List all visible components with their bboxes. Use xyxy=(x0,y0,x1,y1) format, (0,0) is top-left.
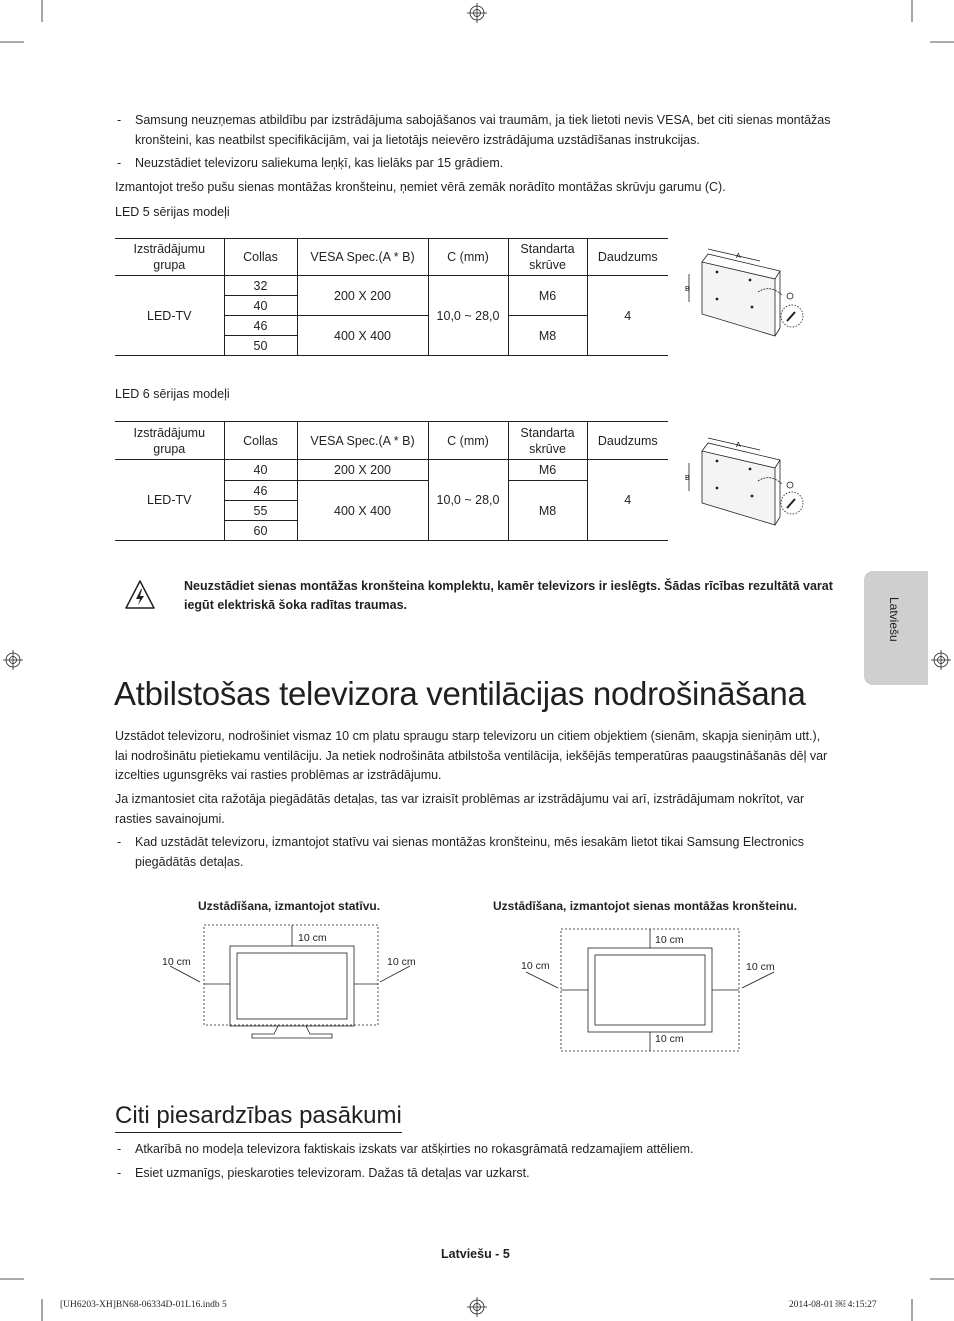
electric-shock-warning-icon xyxy=(123,578,157,612)
ventilation-paragraph-1: Uzstādot televizoru, nodrošiniet vismaz 10 cm platu spraugu starp televizoru un citiem objektiem (sienām, skapja sieniņām utt.), lai nodrošinātu pietiekamu ventilāciju. Ja netiek nodrošināta atbilstoša ventilācija, iekšējās temperatūras paaugstināšanās dēļ var izcelties ugunsgrēks vai rasties problēmas ar izstrādājumu. xyxy=(115,729,828,782)
led6-spec-table xyxy=(115,421,668,541)
gap-right-label: 10 cm xyxy=(746,961,775,973)
gap-right-label: 10 cm xyxy=(387,956,416,968)
language-side-tab-label: Latviešu xyxy=(887,597,901,642)
ventilation-heading: Atbilstošas televizora ventilācijas nodrošināšana xyxy=(114,675,806,712)
cell-c-mm: 10,0 ~ 28,0 xyxy=(428,276,508,356)
gap-left-label: 10 cm xyxy=(162,956,191,968)
header-vesa: VESA Spec.(A * B) xyxy=(297,422,428,460)
header-group: Izstrādājumu grupa xyxy=(115,239,224,276)
cell-inches: 55 xyxy=(224,501,297,521)
wall-ventilation-diagram xyxy=(520,928,785,1054)
intro-text: Izmantojot trešo pušu sienas montāžas kronšteinu, ņemiet vērā zemāk norādīto montāžas skrūvju garumu (C). xyxy=(115,180,726,194)
stand-ventilation-diagram xyxy=(160,924,425,1044)
header-qty: Daudzums xyxy=(587,422,668,460)
intro-bullet-1-text: Samsung neuzņemas atbildību par izstrādājuma sabojāšanos vai traumām, ja tiek lietoti nevis VESA, bet citi sienas montāžas kronšteini, kas neatbilst specifikācijām, vai ja lietotājs neievēro izstrādājuma uzstādīšanas instrukcijas. xyxy=(135,113,831,147)
cell-inches: 32 xyxy=(224,276,297,296)
stand-install-title: Uzstādīšana, izmantojot statīvu. xyxy=(198,899,381,913)
footer-timestamp: 2014-08-01 ￼ 4:15:27 xyxy=(789,1300,877,1310)
header-inches: Collas xyxy=(224,239,297,276)
wall-install-title: Uzstādīšana, izmantojot sienas montāžas kronšteinu. xyxy=(493,899,798,913)
cell-c-mm: 10,0 ~ 28,0 xyxy=(428,460,508,541)
header-c-mm: C (mm) xyxy=(428,422,508,460)
page-number: Latviešu - 5 xyxy=(441,1247,510,1261)
ventilation-bullet-text: Kad uzstādāt televizoru, izmantojot statīvu vai sienas montāžas kronšteinu, mēs iesakām lietot tikai Samsung Electronics piegādātās detaļas. xyxy=(135,835,805,869)
registration-mark-bottom xyxy=(467,1297,487,1317)
cell-inches: 60 xyxy=(224,521,297,541)
cell-vesa: 200 X 200 xyxy=(297,460,428,481)
precautions-bullet-1: - Atkarībā no modeļa televizora faktiskais izskats var atšķirties no rokasgrāmatā redzamajiem attēliem. xyxy=(117,1142,694,1156)
dimension-b-label: B xyxy=(685,286,690,293)
header-qty: Daudzums xyxy=(587,239,668,276)
precautions-bullet-2: - Esiet uzmanīgs, pieskaroties televizoram. Dažas tā detaļas var uzkarst. xyxy=(117,1166,530,1180)
header-vesa: VESA Spec.(A * B) xyxy=(297,239,428,276)
cell-vesa: 400 X 400 xyxy=(297,481,428,541)
dimension-a-label: A xyxy=(736,442,741,449)
cell-screw: M6 xyxy=(508,276,587,316)
cell-screw: M6 xyxy=(508,460,587,481)
cell-group: LED-TV xyxy=(115,276,224,356)
cell-inches: 40 xyxy=(224,296,297,316)
cell-vesa: 400 X 400 xyxy=(297,316,428,356)
cell-qty: 4 xyxy=(587,460,668,541)
cell-inches: 50 xyxy=(224,336,297,356)
cell-inches: 46 xyxy=(224,316,297,336)
cell-screw: M8 xyxy=(508,481,587,541)
gap-top-label: 10 cm xyxy=(655,934,684,946)
wall-mount-diagram-led5 xyxy=(680,244,810,339)
cell-inches: 40 xyxy=(224,460,297,481)
registration-mark-left xyxy=(3,650,23,670)
footer-file-info: [UH6203-XH]BN68-06334D-01L16.indb 5 xyxy=(60,1300,227,1310)
header-screw: Standarta skrūve xyxy=(508,422,587,460)
ventilation-bullet: - Kad uzstādāt televizoru, izmantojot statīvu vai sienas montāžas kronšteinu, mēs iesakām lietot tikai Samsung Electronics piegādātās detaļas. xyxy=(117,835,805,869)
dimension-b-label: B xyxy=(685,475,690,482)
header-group: Izstrādājumu grupa xyxy=(115,422,224,460)
cell-inches: 46 xyxy=(224,481,297,501)
cell-screw: M8 xyxy=(508,316,587,356)
cell-group: LED-TV xyxy=(115,460,224,541)
cell-qty: 4 xyxy=(587,276,668,356)
warning-text: Neuzstādiet sienas montāžas kronšteina komplektu, kamēr televizors ir ieslēgts. Šādas rīcības rezultātā varat iegūt elektriskā šoka radītas traumas. xyxy=(184,579,833,612)
intro-bullet-1: - Samsung neuzņemas atbildību par izstrādājuma sabojāšanos vai traumām, ja tiek lietoti nevis VESA, bet citi sienas montāžas kronšteini, kas neatbilst specifikācijām, vai ja lietotājs neievēro izstrādājuma uzstādīšanas instrukcijas. xyxy=(117,113,831,147)
header-c-mm: C (mm) xyxy=(428,239,508,276)
precautions-bullet-1-text: Atkarībā no modeļa televizora faktiskais izskats var atšķirties no rokasgrāmatā redzamajiem attēliem. xyxy=(135,1142,694,1156)
cell-vesa: 200 X 200 xyxy=(297,276,428,316)
gap-bottom-label: 10 cm xyxy=(655,1033,684,1045)
intro-bullet-2: - Neuzstādiet televizoru saliekuma leņķī, kas lielāks par 15 grādiem. xyxy=(117,156,504,170)
header-inches: Collas xyxy=(224,422,297,460)
dimension-a-label: A xyxy=(736,253,741,260)
gap-top-label: 10 cm xyxy=(298,932,327,944)
led5-spec-table xyxy=(115,238,668,356)
wall-mount-diagram-led6 xyxy=(680,433,810,528)
registration-mark-top xyxy=(467,3,487,23)
led5-title: LED 5 sērijas modeļi xyxy=(115,205,230,219)
intro-bullet-2-text: Neuzstādiet televizoru saliekuma leņķī, kas lielāks par 15 grādiem. xyxy=(135,156,504,170)
precautions-bullet-2-text: Esiet uzmanīgs, pieskaroties televizoram. Dažas tā detaļas var uzkarst. xyxy=(135,1166,530,1180)
header-screw: Standarta skrūve xyxy=(508,239,587,276)
language-side-tab xyxy=(864,571,928,685)
ventilation-paragraph-2: Ja izmantosiet cita ražotāja piegādātās detaļas, tas var izraisīt problēmas ar izstrādājumu vai arī, izstrādājumam nokrītot, var rasties savainojumi. xyxy=(115,792,805,826)
gap-left-label: 10 cm xyxy=(521,960,550,972)
precautions-heading: Citi piesardzības pasākumi xyxy=(115,1101,402,1133)
registration-mark-right xyxy=(931,650,951,670)
led6-title: LED 6 sērijas modeļi xyxy=(115,387,230,401)
